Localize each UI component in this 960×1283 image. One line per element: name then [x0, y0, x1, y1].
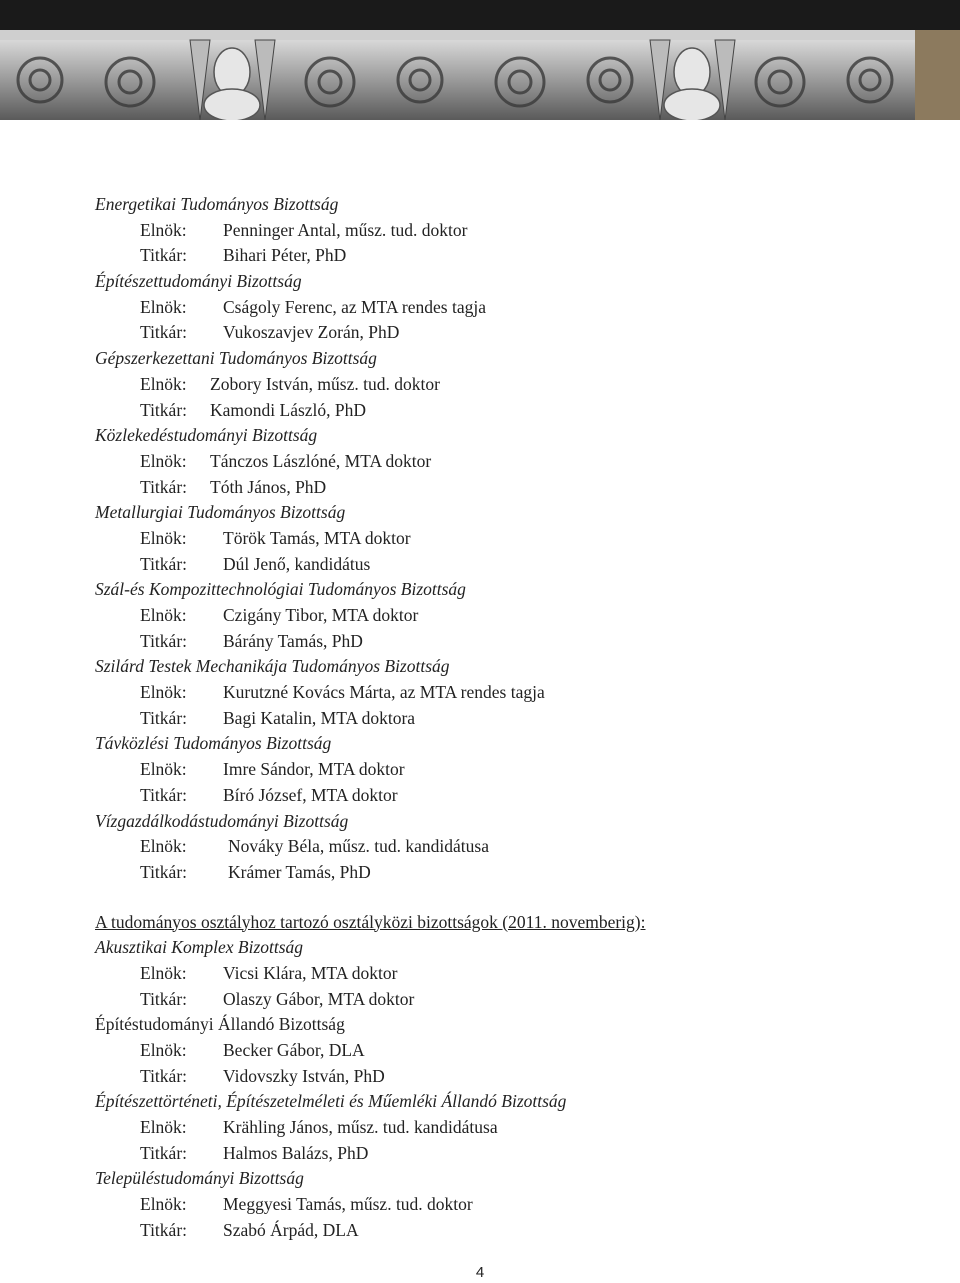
committee-title: Közlekedéstudományi Bizottság: [95, 425, 318, 446]
committee-title: Szilárd Testek Mechanikája Tudományos Bizottság: [95, 656, 450, 677]
committee-title: Településtudományi Bizottság: [95, 1168, 304, 1189]
chair-label: Elnök:: [140, 682, 187, 703]
committee-title: Vízgazdálkodástudományi Bizottság: [95, 810, 349, 831]
chair-name: Zobory István, műsz. tud. doktor: [210, 373, 440, 394]
secretary-row: [95, 475, 915, 501]
chair-label: Elnök:: [140, 373, 187, 394]
committee-title: Építészettudományi Bizottság: [95, 271, 302, 292]
chair-name: Penninger Antal, műsz. tud. doktor: [223, 219, 468, 240]
chair-row: [95, 1192, 915, 1218]
chair-label: Elnök:: [140, 836, 187, 857]
secretary-label: Titkár:: [140, 476, 188, 497]
secretary-name: Tóth János, PhD: [210, 476, 327, 497]
chair-name: Imre Sándor, MTA doktor: [223, 759, 405, 780]
chair-row: [95, 1115, 915, 1141]
secretary-row: [95, 1218, 915, 1244]
chair-name: Vicsi Klára, MTA doktor: [223, 962, 398, 983]
secretary-name: Krámer Tamás, PhD: [228, 861, 371, 882]
chair-row: [95, 834, 915, 860]
chair-label: Elnök:: [140, 759, 187, 780]
committee-title: Metallurgiai Tudományos Bizottság: [95, 502, 346, 523]
secretary-label: Titkár:: [140, 988, 188, 1009]
secretary-row: [95, 243, 915, 269]
chair-row: [95, 218, 915, 244]
secretary-row: [95, 706, 915, 732]
ornamental-frieze-banner: [0, 0, 960, 120]
secretary-name: Vidovszky István, PhD: [223, 1065, 385, 1086]
secretary-name: Vukoszavjev Zorán, PhD: [223, 322, 400, 343]
secretary-name: Dúl Jenő, kandidátus: [223, 553, 371, 574]
secretary-name: Bíró József, MTA doktor: [223, 784, 398, 805]
chair-name: Cságoly Ferenc, az MTA rendes tagja: [223, 296, 486, 317]
interdepartmental-committees-group: [95, 935, 915, 1243]
secretary-label: Titkár:: [140, 630, 188, 651]
committee-title: Távközlési Tudományos Bizottság: [95, 733, 332, 754]
chair-name: Meggyesi Tamás, műsz. tud. doktor: [223, 1194, 473, 1215]
chair-label: Elnök:: [140, 1040, 187, 1060]
chair-name: Nováky Béla, műsz. tud. kandidátusa: [228, 836, 489, 857]
chair-name: Kurutzné Kovács Márta, az MTA rendes tagja: [223, 682, 545, 703]
committee-list-document: [95, 192, 915, 1244]
page-number: 4: [475, 1264, 485, 1281]
chair-label: Elnök:: [140, 1117, 187, 1138]
secretary-label: Titkár:: [140, 1065, 188, 1086]
chair-label: Elnök:: [140, 527, 187, 548]
secretary-row: [95, 987, 915, 1013]
secretary-label: Titkár:: [140, 553, 188, 574]
secretary-name: Olaszy Gábor, MTA doktor: [223, 988, 415, 1009]
chair-name: Czigány Tibor, MTA doktor: [223, 605, 419, 625]
chair-name: Krähling János, műsz. tud. kandidátusa: [223, 1117, 498, 1138]
secretary-row: [95, 860, 915, 886]
chair-row: [95, 372, 915, 398]
committee-title: Gépszerkezettani Tudományos Bizottság: [95, 348, 377, 369]
committee-title: Akusztikai Komplex Bizottság: [95, 937, 304, 958]
chair-row: [95, 961, 915, 987]
secretary-row: [95, 552, 915, 578]
chair-name: Tánczos Lászlóné, MTA doktor: [210, 450, 432, 471]
secretary-row: [95, 320, 915, 346]
scientific-committees-group: [95, 192, 915, 886]
chair-row: [95, 295, 915, 321]
secretary-label: Titkár:: [140, 399, 188, 420]
secretary-row: [95, 398, 915, 424]
chair-label: Elnök:: [140, 605, 187, 625]
chair-row: [95, 449, 915, 475]
chair-label: Elnök:: [140, 1194, 187, 1215]
committee-title: Építéstudományi Állandó Bizottság: [95, 1014, 345, 1035]
secretary-label: Titkár:: [140, 784, 188, 805]
chair-label: Elnök:: [140, 296, 187, 317]
chair-name: Becker Gábor, DLA: [223, 1040, 365, 1060]
chair-row: [95, 757, 915, 783]
secretary-name: Bagi Katalin, MTA doktora: [223, 707, 416, 728]
chair-row: [95, 526, 915, 552]
interdepartmental-section-heading: A tudományos osztályhoz tartozó osztályközi bizottságok (2011. novemberig):: [95, 911, 646, 932]
secretary-label: Titkár:: [140, 1219, 188, 1240]
chair-name: Török Tamás, MTA doktor: [223, 527, 411, 548]
committee-title: Szál-és Kompozittechnológiai Tudományos Bizottság: [95, 579, 466, 600]
secretary-label: Titkár:: [140, 245, 188, 266]
chair-row: [95, 1038, 915, 1064]
secretary-row: [95, 783, 915, 809]
secretary-label: Titkár:: [140, 861, 188, 882]
secretary-row: [95, 1141, 915, 1167]
secretary-row: [95, 1064, 915, 1090]
secretary-name: Szabó Árpád, DLA: [223, 1219, 359, 1240]
chair-label: Elnök:: [140, 450, 187, 471]
chair-label: Elnök:: [140, 962, 187, 983]
secretary-row: [95, 629, 915, 655]
secretary-label: Titkár:: [140, 707, 188, 728]
secretary-name: Halmos Balázs, PhD: [223, 1142, 369, 1163]
chair-label: Elnök:: [140, 219, 187, 240]
secretary-label: Titkár:: [140, 322, 188, 343]
secretary-name: Bihari Péter, PhD: [223, 245, 347, 266]
committee-title: Energetikai Tudományos Bizottság: [95, 194, 339, 214]
committee-title: Építészettörténeti, Építészetelméleti és Műemléki Állandó Bizottság: [95, 1091, 567, 1112]
secretary-name: Kamondi László, PhD: [210, 399, 367, 420]
chair-row: [95, 680, 915, 706]
secretary-name: Bárány Tamás, PhD: [223, 630, 363, 651]
chair-row: [95, 603, 915, 629]
secretary-label: Titkár:: [140, 1142, 188, 1163]
